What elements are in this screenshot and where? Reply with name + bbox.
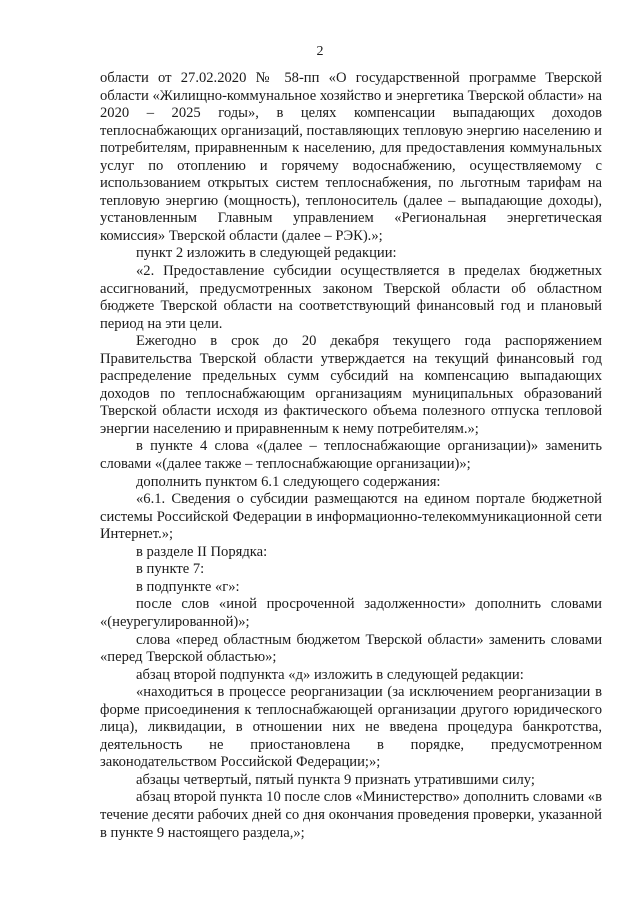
- document-body: [100, 70, 602, 842]
- page-number: 2: [316, 44, 324, 59]
- paragraph: в подпункте «г»:: [136, 578, 240, 595]
- paragraph: дополнить пунктом 6.1 следующего содержания:: [136, 473, 441, 490]
- paragraph: в пункте 4 слова «(далее – теплоснабжающие организации)» заменить словами «(далее также – теплоснабжающие организации)»;: [100, 438, 602, 473]
- paragraph: слова «перед областным бюджетом Тверской области» заменить словами «перед Тверской областью»;: [100, 631, 602, 666]
- paragraph: «2. Предоставление субсидии осуществляется в пределах бюджетных ассигнований, предусмотренных законом Тверской области об областном бюджете Тверской области на соответствующий финансовый год и плановый период на эти цели.: [100, 263, 602, 332]
- paragraph: «находиться в процессе реорганизации (за исключением реорганизации в форме присоединения к теплоснабжающей организации другого юридического лица), ликвидации, в отношении них не введена процедура банкротства, деятельность не приостановлена в порядке, предусмотренном законодательством Российской Федерации;»;: [100, 684, 602, 771]
- paragraph: области от 27.02.2020 № 58-пп «О государственной программе Тверской области «Жилищно-коммунальное хозяйство и энергетика Тверской области» на 2020 – 2025 годы», в целях компенсации выпадающих доходов теплоснабжающих организаций, поставляющих тепловую энергию населению и потребителям, приравненным к населению, для предоставления коммунальных услуг по отоплению и горячему водоснабжению, осуществляемому с использованием открытых систем теплоснабжения, по льготным тарифам на тепловую энергию (мощность), теплоноситель (далее – выпадающие доходы), установленным Главным управлением «Региональная энергетическая комиссия» Тверской области (далее – РЭК).»;: [100, 70, 602, 244]
- paragraph: абзацы четвертый, пятый пункта 9 признать утратившими силу;: [136, 771, 535, 788]
- paragraph: абзац второй подпункта «д» изложить в следующей редакции:: [136, 666, 524, 683]
- paragraph: «6.1. Сведения о субсидии размещаются на едином портале бюджетной системы Российской Федерации в информационно-телекоммуникационной сети Интернет.»;: [100, 491, 602, 543]
- paragraph: Ежегодно в срок до 20 декабря текущего года распоряжением Правительства Тверской области утверждается на текущий финансовый год распределение предельных сумм субсидий на компенсацию выпадающих доходов по теплоснабжающим организациям муниципальных образований Тверской области исходя из фактического объема полезного отпуска тепловой энергии населению и приравненным к нему потребителям.»;: [100, 333, 602, 437]
- paragraph: пункт 2 изложить в следующей редакции:: [136, 245, 397, 262]
- paragraph: после слов «иной просроченной задолженности» дополнить словами «(неурегулированной)»;: [100, 596, 602, 630]
- paragraph: абзац второй пункта 10 после слов «Министерство» дополнить словами «в течение десяти рабочих дней со дня окончания проведения проверки, указанной в пункте 9 настоящего раздела,»;: [100, 789, 602, 841]
- paragraph: в разделе II Порядка:: [136, 543, 268, 560]
- paragraph: в пункте 7:: [136, 561, 205, 578]
